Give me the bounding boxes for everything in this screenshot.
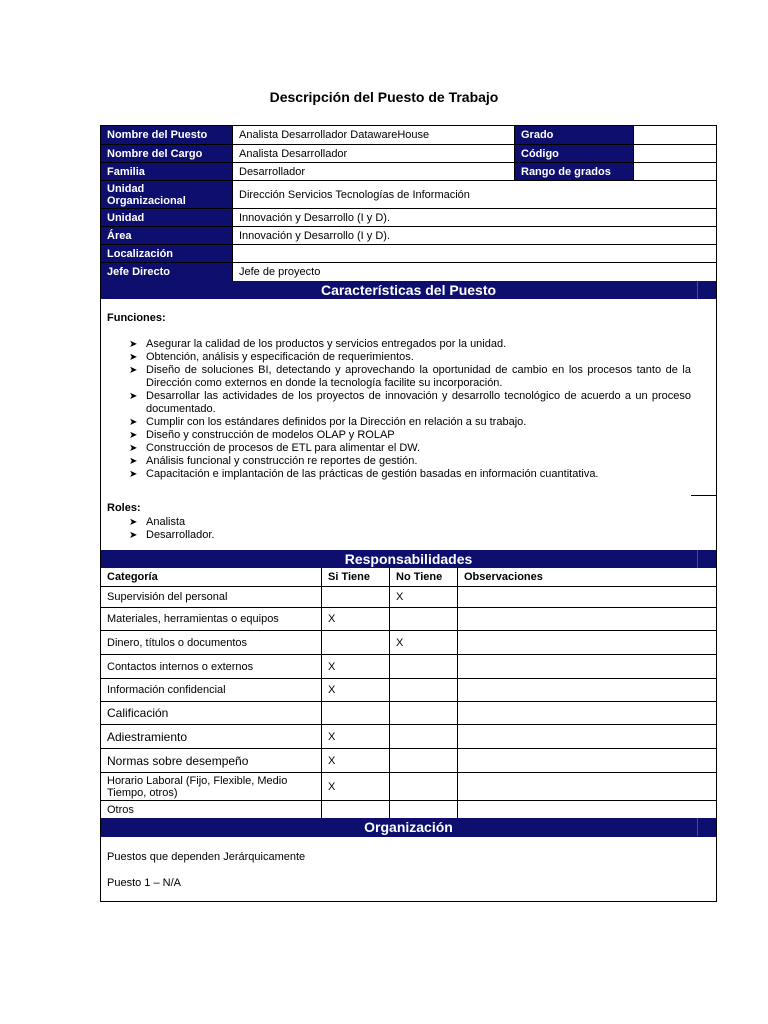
arrow-bullet-icon: ➤ [129,517,138,528]
list-item: ➤ Analista [129,516,186,528]
caracteristicas-title: Características del Puesto [320,282,497,298]
table-cell-obs [458,702,716,725]
table-cell-obs [458,587,716,608]
table-cell-obs [458,679,716,702]
column-header-categoria: Categoría [101,568,322,587]
arrow-bullet-icon: ➤ [129,365,138,376]
list-item: ➤ Obtención, análisis y especificación de requerimientos. [129,351,414,363]
section-caracteristicas-header [101,281,716,299]
table-cell-si: X [322,725,390,749]
arrow-bullet-icon: ➤ [129,443,138,454]
label-codigo: Código [515,145,634,163]
table-cell-categoria: Supervisión del personal [101,587,322,608]
value-codigo [634,145,716,163]
arrow-bullet-icon: ➤ [129,417,138,428]
label-unidad: Unidad [101,209,233,227]
band-divider [697,281,698,299]
list-item: ➤ Construcción de procesos de ETL para alimentar el DW. [129,442,421,454]
table-cell-no [390,801,458,818]
roles-label: Roles: [107,502,141,514]
column-header-observaciones: Observaciones [458,568,716,587]
page-title: Descripción del Puesto de Trabajo [269,89,499,105]
list-item: ➤ Diseño y construcción de modelos OLAP y ROLAP [129,429,395,441]
label-familia: Familia [101,163,233,181]
section-responsabilidades-header [101,550,716,568]
divider [691,495,716,496]
arrow-bullet-icon: ➤ [129,456,138,467]
table-cell-categoria: Materiales, herramientas o equipos [101,608,322,631]
label-nombre-cargo: Nombre del Cargo [101,145,233,163]
arrow-bullet-icon: ➤ [129,352,138,363]
label-localizacion: Localización [101,245,233,263]
table-cell-si [322,702,390,725]
organizacion-line-2: Puesto 1 – N/A [107,877,181,889]
table-cell-categoria: Adiestramiento [101,725,322,749]
value-localizacion [233,245,716,263]
value-rango-grados [634,163,716,181]
list-item: ➤ Análisis funcional y construcción re reportes de gestión. [129,455,418,467]
band-divider [697,818,698,836]
table-cell-si: X [322,655,390,679]
funciones-label: Funciones: [107,312,166,324]
responsabilidades-table [101,568,716,818]
table-cell-obs [458,655,716,679]
table-cell-categoria: Otros [101,801,322,818]
table-cell-si: X [322,749,390,773]
table-cell-si: X [322,773,390,801]
arrow-bullet-icon: ➤ [129,430,138,441]
value-familia: Desarrollador [233,163,515,181]
arrow-bullet-icon: ➤ [129,339,138,350]
value-unidad: Innovación y Desarrollo (I y D). [233,209,716,227]
label-nombre-puesto: Nombre del Puesto [101,126,233,145]
label-jefe-directo: Jefe Directo [101,263,233,281]
arrow-bullet-icon: ➤ [129,391,138,402]
table-cell-no [390,749,458,773]
list-item: ➤ Cumplir con los estándares definidos por la Dirección en relación a su trabajo. [129,416,527,428]
arrow-bullet-icon: ➤ [129,469,138,480]
table-cell-no [390,608,458,631]
value-nombre-cargo: Analista Desarrollador [233,145,515,163]
table-cell-categoria: Calificación [101,702,322,725]
table-cell-no [390,725,458,749]
responsabilidades-title: Responsabilidades [344,551,473,567]
table-cell-si [322,587,390,608]
value-jefe-directo: Jefe de proyecto [239,266,321,278]
table-cell-si [322,631,390,655]
table-cell-obs [458,773,716,801]
value-area: Innovación y Desarrollo (I y D). [233,227,716,245]
list-item: ➤ Asegurar la calidad de los productos y servicios entregados por la unidad. [129,338,507,350]
band-divider [697,550,698,568]
funciones-list [101,338,691,481]
roles-list [101,516,691,542]
label-area: Área [101,227,233,245]
label-grado: Grado [515,126,634,145]
table-cell-obs [458,631,716,655]
table-cell-no: X [390,587,458,608]
section-organizacion-header [101,818,716,837]
table-cell-no [390,655,458,679]
label-unidad-organizacional: Unidad Organizacional [101,181,233,209]
table-cell-categoria: Información confidencial [101,679,322,702]
column-header-si-tiene: Si Tiene [322,568,390,587]
table-cell-no [390,679,458,702]
organizacion-line-1: Puestos que dependen Jerárquicamente [107,851,306,863]
table-cell-obs [458,749,716,773]
list-item: ➤ Desarrollador. [129,529,215,541]
job-description-form [100,125,717,902]
table-cell-si: X [322,608,390,631]
table-cell-si: X [322,679,390,702]
list-item: ➤ Diseño de soluciones BI, detectando y aprovechando la oportunidad de cambio en los procesos tanto de la Dirección como externos en donde la tecnología facilite su incorporación. [129,364,691,389]
table-cell-no [390,702,458,725]
list-item: ➤ Capacitación e implantación de las prácticas de gestión basadas en información cuantitativa. [129,468,599,480]
value-unidad-organizacional: Dirección Servicios Tecnologías de Información [233,181,716,209]
table-cell-no [390,773,458,801]
value-grado [634,126,716,145]
table-cell-obs [458,608,716,631]
organizacion-title: Organización [364,819,453,835]
table-cell-obs [458,725,716,749]
list-item: ➤ Desarrollar las actividades de los proyectos de innovación y desarrollo tecnológico de acuerdo a un proceso documentado. [129,390,691,415]
value-nombre-puesto: Analista Desarrollador DatawareHouse [233,126,515,145]
arrow-bullet-icon: ➤ [129,530,138,541]
table-cell-categoria: Contactos internos o externos [101,655,322,679]
table-cell-obs [458,801,716,818]
table-cell-si [322,801,390,818]
column-header-no-tiene: No Tiene [390,568,458,587]
table-cell-categoria: Horario Laboral (Fijo, Flexible, Medio Tiempo, otros) [101,773,322,801]
table-cell-categoria: Normas sobre desempeño [101,749,322,773]
table-cell-no: X [390,631,458,655]
table-cell-categoria: Dinero, títulos o documentos [101,631,322,655]
label-rango-grados: Rango de grados [515,163,634,181]
